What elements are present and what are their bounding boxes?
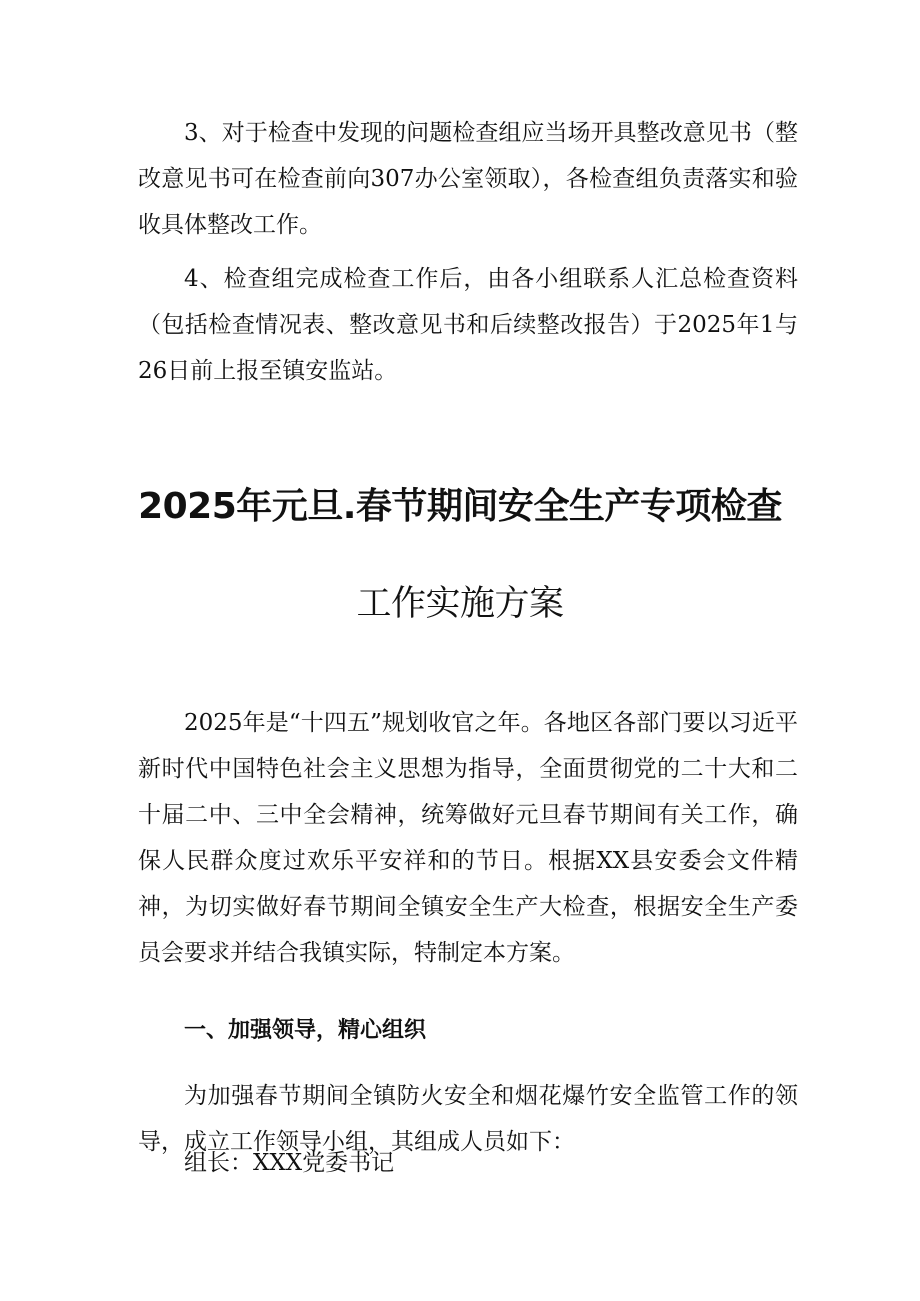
document-title-line1: 2025年元旦.春节期间安全生产专项检查	[138, 486, 782, 527]
leader-line: 组长：XXX党委书记	[184, 1150, 395, 1176]
section-heading-1: 一、加强领导，精心组织	[184, 1018, 427, 1043]
intro-paragraph: 2025年是“十四五”规划收官之年。各地区各部门要以习近平新时代中国特色社会主义思想为指导，全面贯彻党的二十大和二十届二中、三中全会精神，统筹做好元旦春节期间有关工作，确保人民群众度过欢乐平安祥和的节日。根据XX县安委会文件精神，为切实做好春节期间全镇安全生产大检查，根据安全生产委员会要求并结合我镇实际，特制定本方案。	[138, 710, 798, 966]
paragraph-item-3: 3、对于检查中发现的问题检查组应当场开具整改意见书（整改意见书可在检查前向307办公室领取），各检查组负责落实和验收具体整改工作。	[138, 120, 798, 238]
document-title-line2: 工作实施方案	[356, 584, 564, 624]
paragraph-item-4: 4、检查组完成检查工作后，由各小组联系人汇总检查资料（包括检查情况表、整改意见书和后续整改报告）于2025年1与26日前上报至镇安监站。	[138, 266, 798, 384]
section1-paragraph: 为加强春节期间全镇防火安全和烟花爆竹安全监管工作的领导，成立工作领导小组，其组成人员如下：	[138, 1083, 798, 1155]
